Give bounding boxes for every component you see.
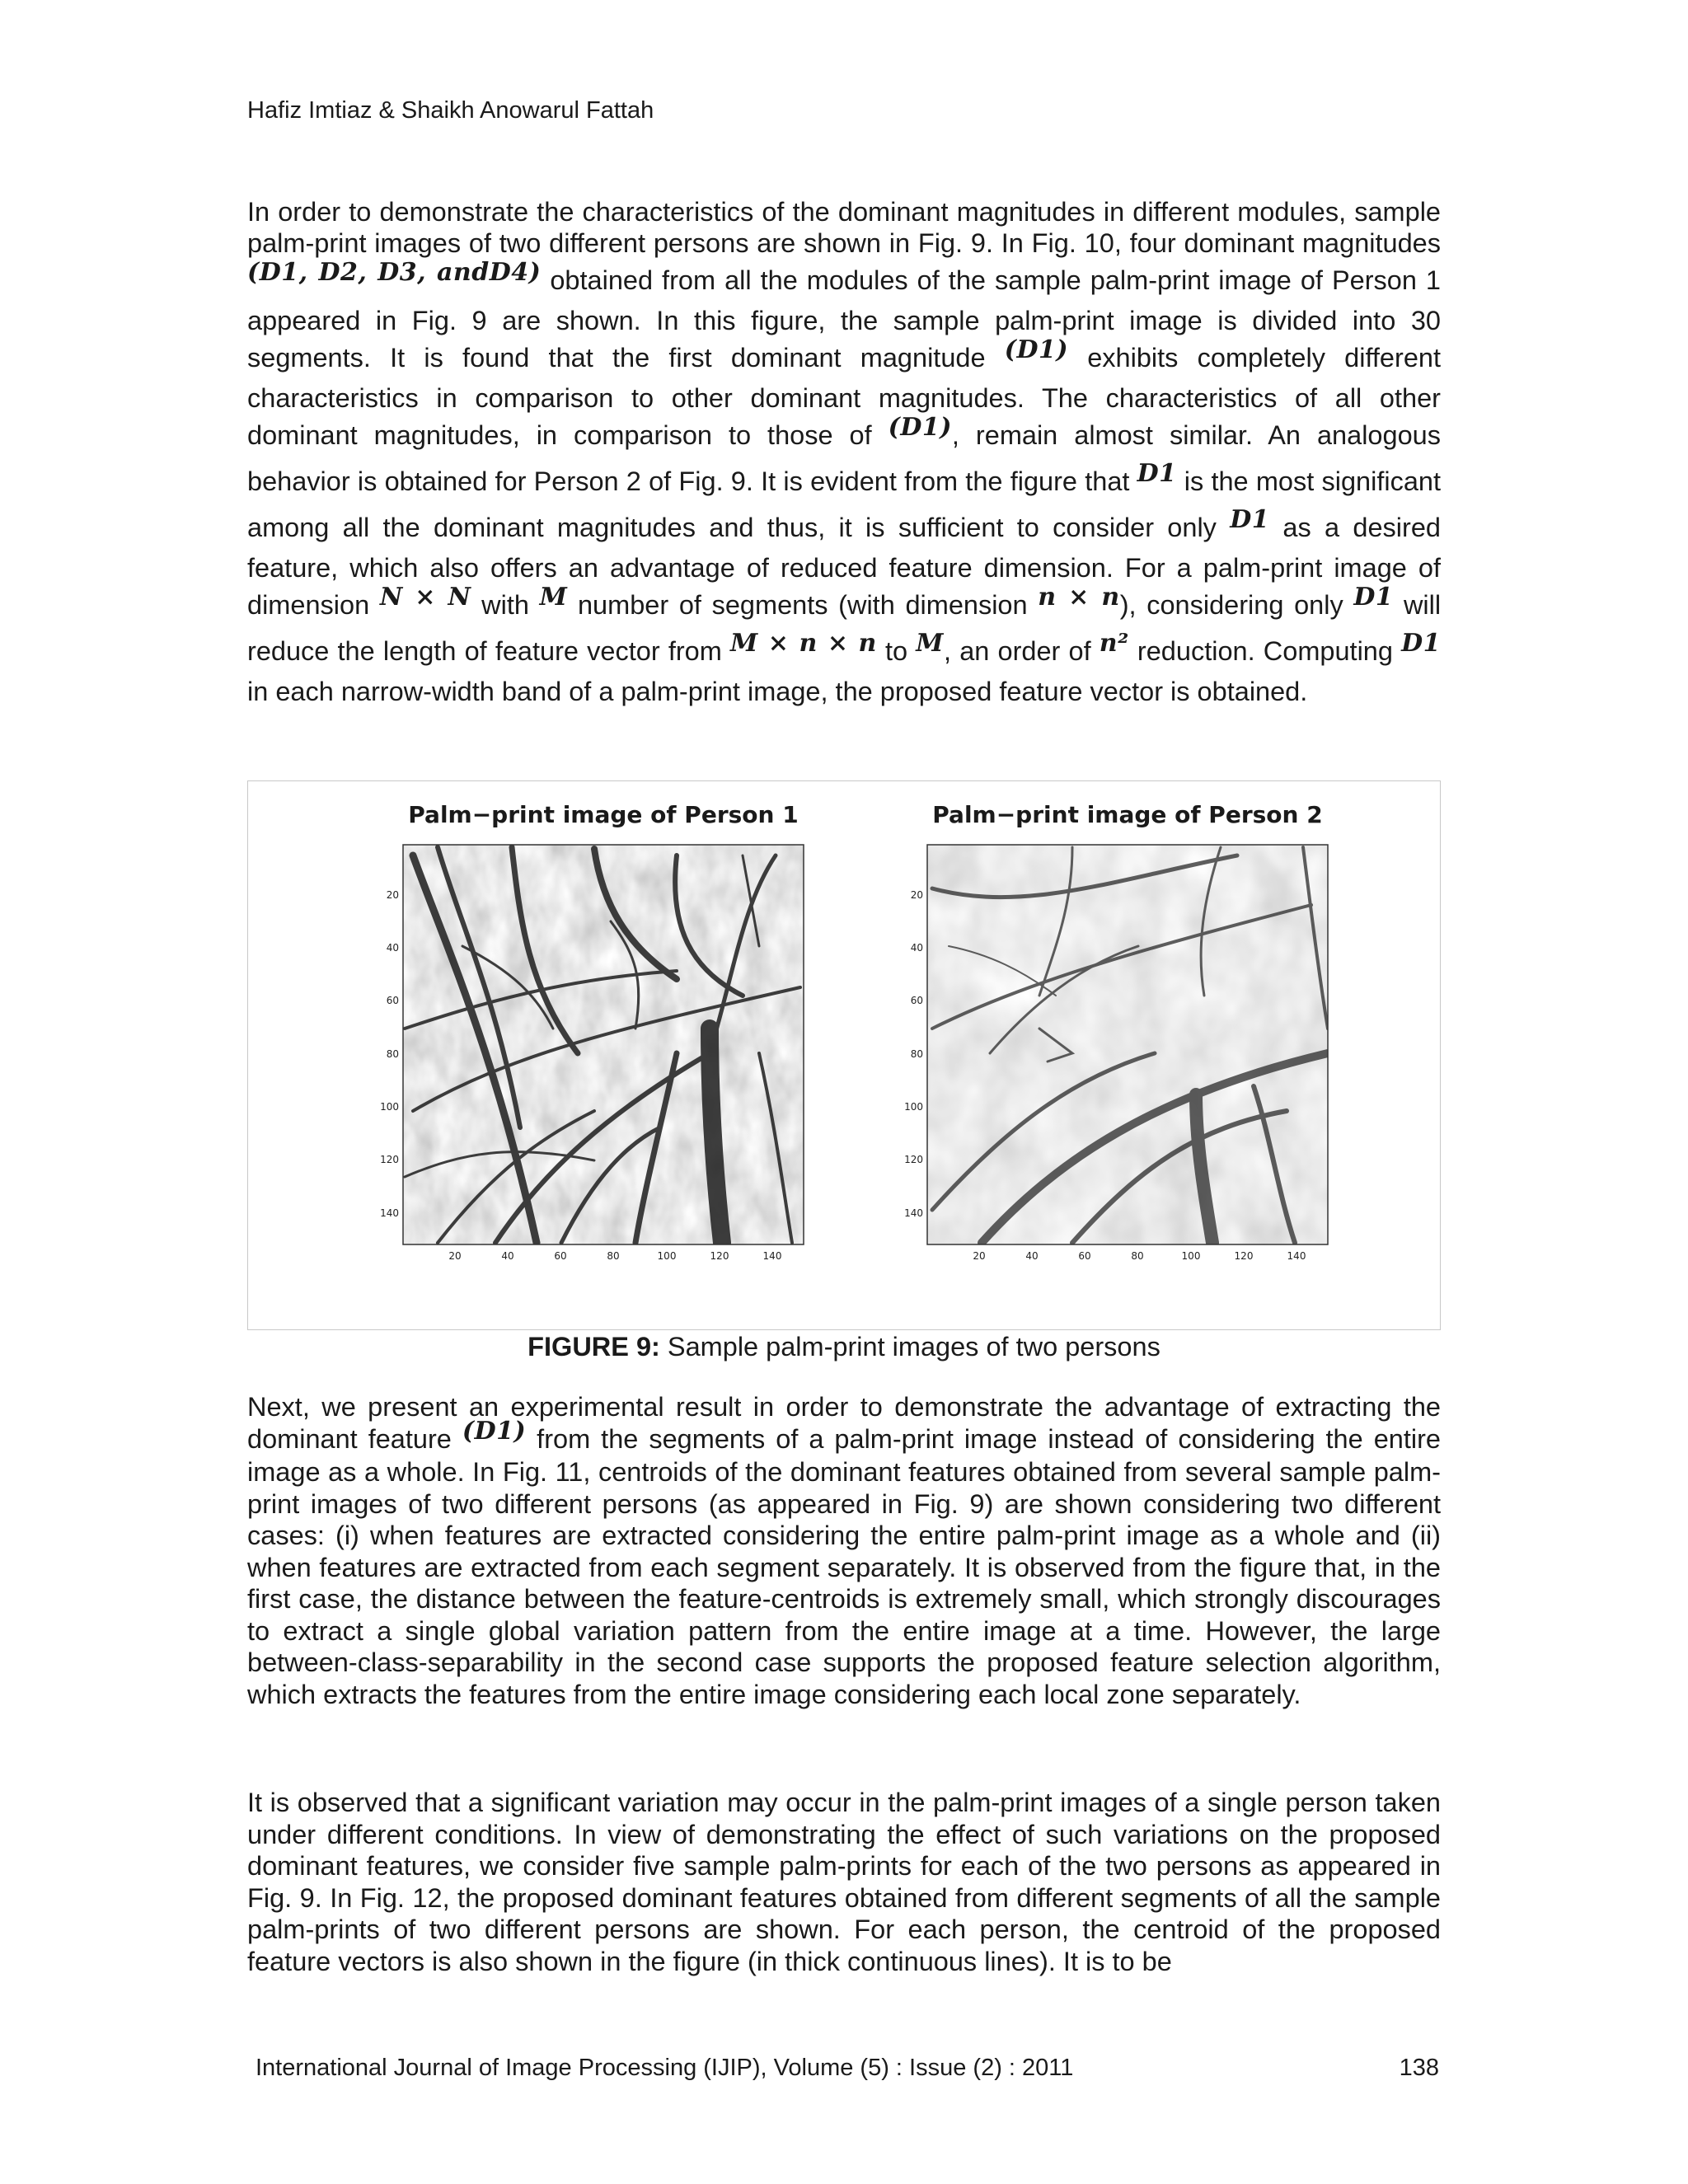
x-tick-label: 100	[657, 1250, 677, 1262]
journal-footer: International Journal of Image Processing (IJIP), Volume (5) : Issue (2) : 2011	[256, 2055, 1074, 2081]
panel-2-x-ticks	[973, 1250, 1306, 1262]
math-m: M	[539, 583, 568, 612]
p1-text: reduction. Computing	[1137, 636, 1393, 666]
x-tick-label: 80	[607, 1250, 620, 1262]
figure-9	[247, 780, 1441, 1330]
paragraph-2	[247, 1391, 1441, 1710]
x-tick-label: 20	[973, 1250, 986, 1262]
math-n-squared: n²	[1099, 629, 1129, 658]
x-tick-label: 40	[1025, 1250, 1039, 1262]
y-tick-label: 20	[386, 889, 399, 901]
x-tick-label: 60	[1078, 1250, 1091, 1262]
math-d1: (D1)	[888, 413, 952, 442]
y-tick-label: 140	[380, 1207, 399, 1219]
y-tick-label: 120	[904, 1154, 923, 1165]
figure-caption	[247, 1332, 1441, 1362]
y-tick-label: 80	[910, 1048, 923, 1060]
x-tick-label: 120	[710, 1250, 729, 1262]
p1-text: In order to demonstrate the characteristics of the dominant magnitudes in different modules, sample palm-print images of two different persons are shown in Fig. 9. In Fig. 10, four dominant magnitudes	[247, 197, 1441, 258]
math-d1: D1	[1401, 629, 1442, 658]
p1-text: is the most significant among all the dominant magnitudes and thus, it is sufficient to consider only	[247, 466, 1442, 542]
panel-2-title: Palm−print image of Person 2	[932, 801, 1323, 828]
x-tick-label: 140	[1287, 1250, 1306, 1262]
y-tick-label: 100	[904, 1101, 923, 1113]
math-n-by-n: N × N	[379, 583, 471, 612]
y-tick-label: 40	[386, 942, 399, 954]
math-d1: (D1)	[462, 1416, 527, 1446]
p1-text: , an order of	[944, 636, 1091, 666]
caption-label: FIGURE 9:	[528, 1332, 660, 1361]
p1-text: to	[885, 636, 908, 666]
figure-9-graphic	[248, 781, 1440, 1329]
paragraph-1	[247, 196, 1441, 707]
y-tick-label: 60	[386, 995, 399, 1006]
p1-text: with	[481, 590, 529, 620]
palm-image-person-1	[403, 845, 804, 1244]
p1-text: number of segments (with dimension	[577, 590, 1028, 620]
caption-text: Sample palm-print images of two persons	[659, 1332, 1160, 1361]
x-tick-label: 120	[1234, 1250, 1254, 1262]
y-tick-label: 60	[910, 995, 923, 1006]
y-tick-label: 100	[380, 1101, 399, 1113]
math-n-by-n-small: n × n	[1038, 583, 1120, 612]
math-d1: D1	[1230, 505, 1270, 534]
y-tick-label: 40	[910, 942, 923, 954]
p1-text: will reduce the length of feature vector from	[247, 590, 1442, 666]
page-number: 138	[1399, 2055, 1439, 2081]
x-tick-label: 100	[1181, 1250, 1201, 1262]
running-header: Hafiz Imtiaz & Shaikh Anowarul Fattah	[247, 97, 654, 124]
p1-text: exhibits completely different characteristics in comparison to other dominant magnitudes. The characteristics of all other dominant magnitudes, in comparison to those of	[247, 343, 1442, 450]
panel-1-x-ticks	[448, 1250, 781, 1262]
p1-text: as a desired feature, which also offers an advantage of reduced feature dimension. For a palm-print image of dimension	[247, 513, 1441, 620]
panel-2-y-ticks	[904, 889, 923, 1219]
p1-text: ), considering only	[1119, 590, 1343, 620]
y-tick-label: 120	[380, 1154, 399, 1165]
math-m: M	[916, 629, 945, 658]
p1-text: in each narrow-width band of a palm-print image, the proposed feature vector is obtained.	[247, 677, 1308, 706]
x-tick-label: 140	[762, 1250, 782, 1262]
y-tick-label: 80	[386, 1048, 399, 1060]
p1-text: obtained from all the modules of the sample palm-print image of Person 1 appeared in Fig. 9 are shown. In this figure, the sample palm-print image is divided into 30 segments. It is found that the first dominant magnitude	[247, 265, 1442, 373]
p2-text: Next, we present an experimental result in order to demonstrate the advantage of extracting the dominant feature	[247, 1392, 1441, 1454]
panel-1-title: Palm−print image of Person 1	[408, 801, 799, 828]
paragraph-3: It is observed that a significant variation may occur in the palm-print images of a single person taken under different conditions. In view of demonstrating the effect of such variations on the proposed dominant features, we consider five sample palm-prints for each of the two persons as appeared in Fig. 9. In Fig. 12, the proposed dominant features obtained from different segments of all the sample palm-prints of two different persons are shown. For each person, the centroid of the proposed feature vectors is also shown in the figure (in thick continuous lines). It is to be	[247, 1788, 1441, 1976]
palm-image-person-2	[927, 845, 1328, 1244]
x-tick-label: 20	[448, 1250, 462, 1262]
p2-text: from the segments of a palm-print image instead of considering the entire image as a whole. In Fig. 11, centroids of the dominant features obtained from several sample palm-print images of two different persons (as appeared in Fig. 9) are shown considering two different cases: (i) when features are extracted considering the entire palm-print image as a whole and (ii) when features are extracted from each segment separately. It is observed from the figure that, in the first case, the distance between the feature-centroids is extremely small, which strongly discourages to extract a single global variation pattern from the entire image at a time. However, the large between-class-separability in the second case supports the proposed feature selection algorithm, which extracts the features from the entire image considering each local zone separately.	[247, 1423, 1442, 1709]
math-d1: D1	[1353, 583, 1394, 612]
math-d1: (D1)	[1004, 335, 1069, 364]
x-tick-label: 60	[554, 1250, 567, 1262]
math-d1-d4: (D1, D2, D3, andD4)	[247, 258, 542, 287]
p1-text: , remain almost similar. An analogous behavior is obtained for Person 2 of Fig. 9. It is evident from the figure that	[247, 420, 1441, 496]
y-tick-label: 140	[904, 1207, 923, 1219]
x-tick-label: 80	[1131, 1250, 1144, 1262]
panel-1-y-ticks	[380, 889, 399, 1219]
x-tick-label: 40	[501, 1250, 514, 1262]
y-tick-label: 20	[910, 889, 923, 901]
math-m-n-n: M × n × n	[729, 629, 877, 658]
math-d1: D1	[1137, 459, 1177, 488]
